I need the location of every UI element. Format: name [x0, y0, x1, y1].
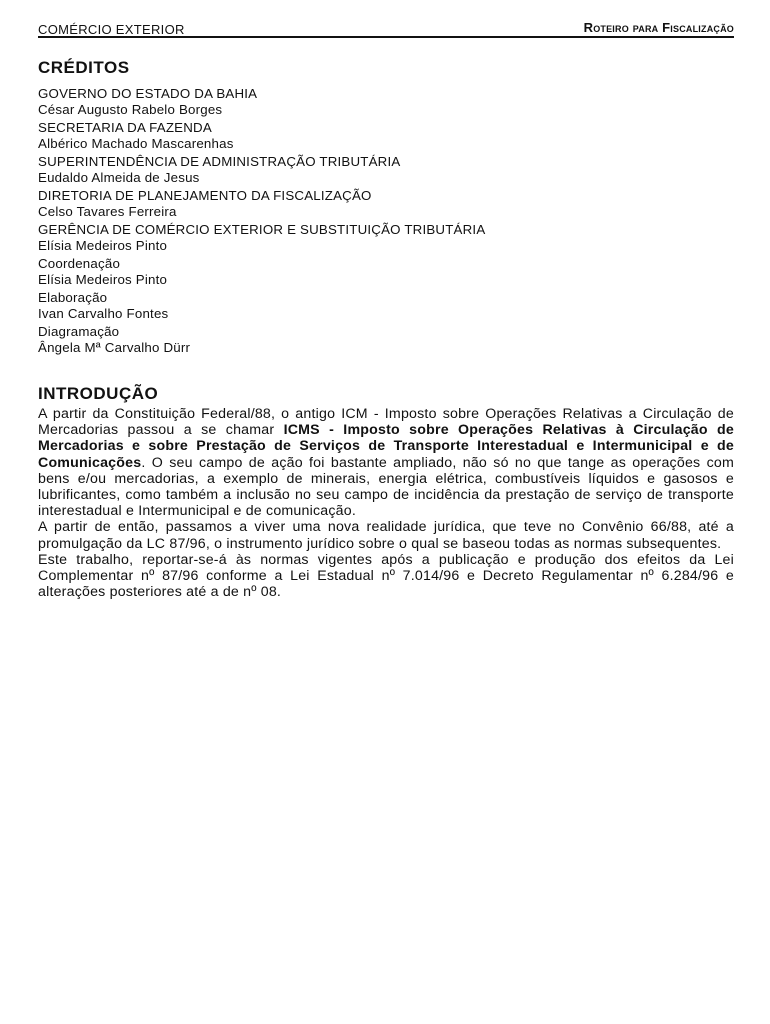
credit-role: Elaboração [38, 290, 108, 305]
header-document-title: Roteiro para Fiscalização [583, 20, 734, 35]
credit-person: Elísia Medeiros Pinto [38, 271, 168, 287]
credit-entry [38, 188, 738, 219]
credits-heading: CRÉDITOS [38, 58, 130, 77]
credit-role: Diagramação [38, 324, 120, 339]
credit-entry [38, 222, 738, 253]
credit-entry [38, 86, 738, 117]
intro-paragraph-1 [38, 406, 734, 519]
credit-entry [38, 120, 738, 151]
intro-paragraph-2: A partir de então, passamos a viver uma nova realidade jurídica, que teve no Convênio 66/88, até a promulgação da LC 87/96, o instrumento jurídico sobre o qual se baseou todas as normas subsequentes. [38, 519, 734, 552]
credit-person: Eudaldo Almeida de Jesus [38, 169, 200, 185]
credit-person: Ângela Mª Carvalho Dürr [38, 339, 191, 355]
credit-entry [38, 256, 738, 287]
credit-entry [38, 290, 738, 321]
page-header [38, 20, 734, 38]
credit-person: Celso Tavares Ferreira [38, 203, 177, 219]
credit-entry [38, 324, 738, 355]
credit-organization: SECRETARIA DA FAZENDA [38, 120, 212, 135]
introduction-body [38, 406, 734, 600]
credit-person: Albérico Machado Mascarenhas [38, 135, 234, 151]
credit-organization: GOVERNO DO ESTADO DA BAHIA [38, 86, 258, 101]
credit-organization: SUPERINTENDÊNCIA DE ADMINISTRAÇÃO TRIBUTÁRIA [38, 154, 401, 169]
icms-definition: ICMS - Imposto sobre Operações Relativas à Circulação de Mercadorias e sobre Prestação de Serviços de Transporte Interestadual e Intermunicipal e de Comunicações [38, 422, 734, 471]
credit-entry [38, 154, 738, 185]
credit-person: Ivan Carvalho Fontes [38, 305, 169, 321]
intro-paragraph-3: Este trabalho, reportar-se-á às normas vigentes após a publicação e produção dos efeitos da Lei Complementar nº 87/96 conforme a Lei Estadual nº 7.014/96 e Decreto Regulamentar nº 6.284/96 e alterações posteriores até a de nº 08. [38, 551, 734, 601]
intro-paragraph-1-start: A partir da Constituição Federal/88, o antigo ICM - Imposto sobre Operações Relativas a Circulação de Mercadorias passou a se chamar [38, 406, 734, 439]
credit-person: César Augusto Rabelo Borges [38, 101, 223, 117]
introduction-heading: INTRODUÇÃO [38, 384, 159, 403]
credit-role: Coordenação [38, 256, 121, 271]
credit-organization: GERÊNCIA DE COMÉRCIO EXTERIOR E SUBSTITUIÇÃO TRIBUTÁRIA [38, 222, 486, 237]
credits-list [38, 86, 738, 358]
header-section-title: COMÉRCIO EXTERIOR [38, 22, 185, 37]
intro-paragraph-1-end: . O seu campo de ação foi bastante ampliado, não só no que tange as operações com bens e/ou mercadorias, a exemplo de minerais, energia elétrica, combustíveis líquidos e gasosos e lubrificantes, como também a inclusão no seu campo de incidência da prestação de serviço de transporte interestadual e Intermunicipal e de comunicação. [38, 454, 734, 520]
credit-organization: DIRETORIA DE PLANEJAMENTO DA FISCALIZAÇÃO [38, 188, 372, 203]
credit-person: Elísia Medeiros Pinto [38, 237, 168, 253]
